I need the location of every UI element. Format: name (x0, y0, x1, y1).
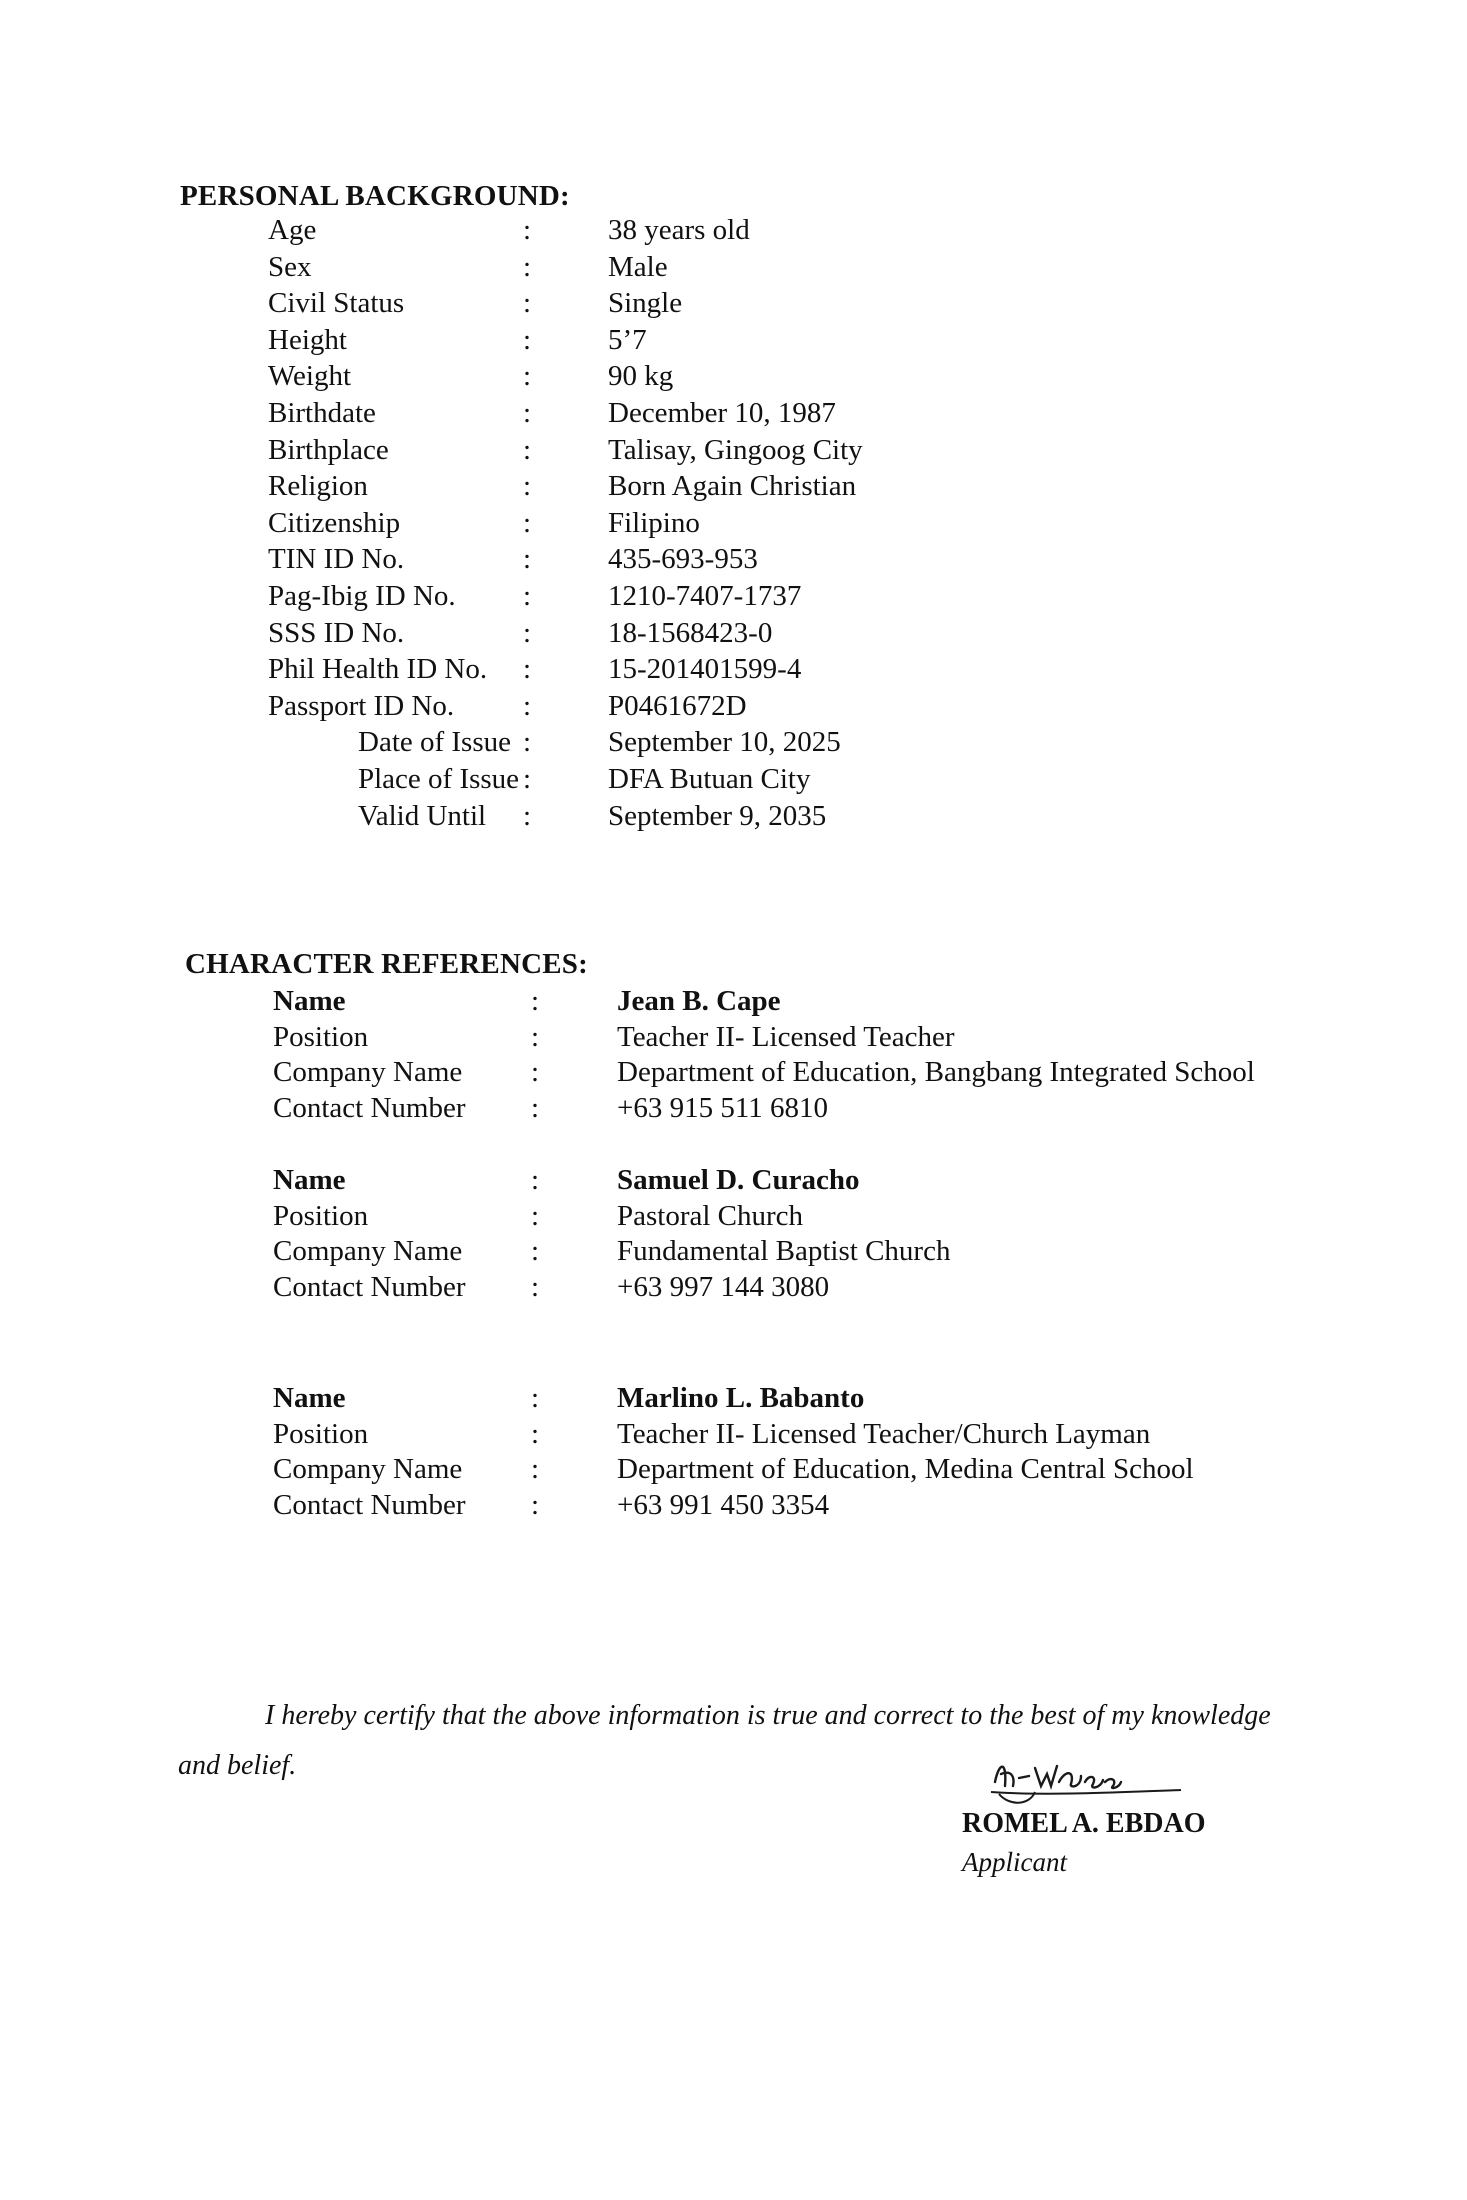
field-value: 1210-7407-1737 (608, 580, 802, 612)
colon-separator: : (523, 617, 532, 649)
applicant-signature (985, 1752, 1185, 1810)
field-label: SSS ID No. (268, 617, 405, 649)
passport-detail-row (0, 724, 1467, 761)
field-value: December 10, 1987 (608, 397, 836, 429)
reference-field-value: Samuel D. Curacho (617, 1164, 860, 1196)
colon-separator: : (523, 324, 532, 356)
colon-separator: : (531, 1200, 540, 1232)
field-value: September 9, 2035 (608, 800, 827, 832)
reference-field-label: Name (273, 985, 346, 1017)
personal-field-row (0, 322, 1467, 359)
passport-detail-row (0, 798, 1467, 835)
colon-separator: : (523, 726, 532, 758)
colon-separator: : (523, 800, 532, 832)
field-value: P0461672D (608, 690, 747, 722)
personal-field-row (0, 395, 1467, 432)
reference-field-value: +63 991 450 3354 (617, 1489, 830, 1521)
field-value: 90 kg (608, 360, 674, 392)
colon-separator: : (523, 251, 532, 283)
field-value: September 10, 2025 (608, 726, 841, 758)
colon-separator: : (523, 543, 532, 575)
reference-field-label: Position (273, 1200, 369, 1232)
personal-field-row (0, 615, 1467, 652)
colon-separator: : (523, 360, 532, 392)
colon-separator: : (523, 763, 532, 795)
colon-separator: : (531, 1453, 540, 1485)
field-value: 18-1568423-0 (608, 617, 773, 649)
reference-contact-row (0, 1269, 1467, 1306)
personal-field-row (0, 468, 1467, 505)
colon-separator: : (523, 653, 532, 685)
field-label: Sex (268, 251, 312, 283)
reference-field-value: Fundamental Baptist Church (617, 1235, 951, 1267)
reference-field-label: Company Name (273, 1235, 463, 1267)
reference-field-label: Company Name (273, 1056, 463, 1088)
reference-field-value: Jean B. Cape (617, 985, 781, 1017)
reference-position-row (0, 1019, 1467, 1056)
field-label: Birthdate (268, 397, 376, 429)
colon-separator: : (531, 985, 540, 1017)
field-value: Single (608, 287, 683, 319)
field-label: Date of Issue (358, 726, 512, 758)
reference-field-value: Department of Education, Medina Central School (617, 1453, 1194, 1485)
colon-separator: : (531, 1271, 540, 1303)
personal-field-row (0, 212, 1467, 249)
reference-field-label: Company Name (273, 1453, 463, 1485)
colon-separator: : (523, 507, 532, 539)
personal-field-row (0, 285, 1467, 322)
field-value: Male (608, 251, 668, 283)
personal-field-row (0, 578, 1467, 615)
field-value: 435-693-953 (608, 543, 758, 575)
reference-field-label: Position (273, 1418, 369, 1450)
reference-contact-row (0, 1487, 1467, 1524)
reference-field-value: Department of Education, Bangbang Integrated School (617, 1056, 1255, 1088)
reference-field-value: Pastoral Church (617, 1200, 804, 1232)
field-label: TIN ID No. (268, 543, 405, 575)
reference-field-label: Name (273, 1382, 346, 1414)
field-value: 15-201401599-4 (608, 653, 802, 685)
certification-line-2: and belief. (178, 1750, 297, 1781)
reference-field-value: Teacher II- Licensed Teacher/Church Layman (617, 1418, 1151, 1450)
personal-field-row (0, 432, 1467, 469)
field-label: Phil Health ID No. (268, 653, 488, 685)
signer-role: Applicant (962, 1847, 1067, 1877)
reference-contact-row (0, 1090, 1467, 1127)
reference-name-row (0, 1162, 1467, 1199)
reference-field-value: Teacher II- Licensed Teacher (617, 1021, 955, 1053)
personal-field-row (0, 651, 1467, 688)
reference-field-label: Contact Number (273, 1271, 466, 1303)
colon-separator: : (531, 1021, 540, 1053)
field-label: Age (268, 214, 317, 246)
reference-position-row (0, 1198, 1467, 1235)
certification-line-1: I hereby certify that the above information is true and correct to the best of my knowledge (265, 1700, 1271, 1731)
field-label: Citizenship (268, 507, 401, 539)
field-label: Place of Issue (358, 763, 520, 795)
colon-separator: : (531, 1056, 540, 1088)
reference-field-label: Name (273, 1164, 346, 1196)
colon-separator: : (523, 397, 532, 429)
field-label: Passport ID No. (268, 690, 455, 722)
reference-field-value: +63 997 144 3080 (617, 1271, 830, 1303)
reference-name-row (0, 983, 1467, 1020)
personal-field-row (0, 505, 1467, 542)
reference-company-row (0, 1451, 1467, 1488)
passport-detail-row (0, 761, 1467, 798)
colon-separator: : (523, 690, 532, 722)
field-value: Filipino (608, 507, 700, 539)
colon-separator: : (531, 1092, 540, 1124)
colon-separator: : (531, 1489, 540, 1521)
reference-name-row (0, 1380, 1467, 1417)
field-value: 5’7 (608, 324, 647, 356)
colon-separator: : (523, 580, 532, 612)
field-value: Talisay, Gingoog City (608, 434, 863, 466)
colon-separator: : (531, 1164, 540, 1196)
field-value: Born Again Christian (608, 470, 857, 502)
reference-position-row (0, 1416, 1467, 1453)
colon-separator: : (523, 434, 532, 466)
field-value: DFA Butuan City (608, 763, 811, 795)
reference-field-value: +63 915 511 6810 (617, 1092, 829, 1124)
colon-separator: : (523, 287, 532, 319)
colon-separator: : (523, 214, 532, 246)
reference-company-row (0, 1233, 1467, 1270)
reference-field-label: Position (273, 1021, 369, 1053)
colon-separator: : (531, 1418, 540, 1450)
field-value: 38 years old (608, 214, 750, 246)
colon-separator: : (523, 470, 532, 502)
signer-name: ROMEL A. EBDAO (962, 1808, 1206, 1839)
field-label: Birthplace (268, 434, 389, 466)
character-references-heading: CHARACTER REFERENCES: (185, 948, 588, 980)
field-label: Religion (268, 470, 368, 502)
reference-field-label: Contact Number (273, 1489, 466, 1521)
personal-field-row (0, 358, 1467, 395)
personal-field-row (0, 249, 1467, 286)
field-label: Civil Status (268, 287, 405, 319)
reference-field-label: Contact Number (273, 1092, 466, 1124)
field-label: Valid Until (358, 800, 487, 832)
reference-company-row (0, 1054, 1467, 1091)
personal-field-row (0, 688, 1467, 725)
reference-field-value: Marlino L. Babanto (617, 1382, 865, 1414)
field-label: Height (268, 324, 347, 356)
field-label: Pag-Ibig ID No. (268, 580, 456, 612)
colon-separator: : (531, 1235, 540, 1267)
colon-separator: : (531, 1382, 540, 1414)
field-label: Weight (268, 360, 352, 392)
personal-field-row (0, 541, 1467, 578)
personal-background-heading: PERSONAL BACKGROUND: (180, 180, 570, 212)
